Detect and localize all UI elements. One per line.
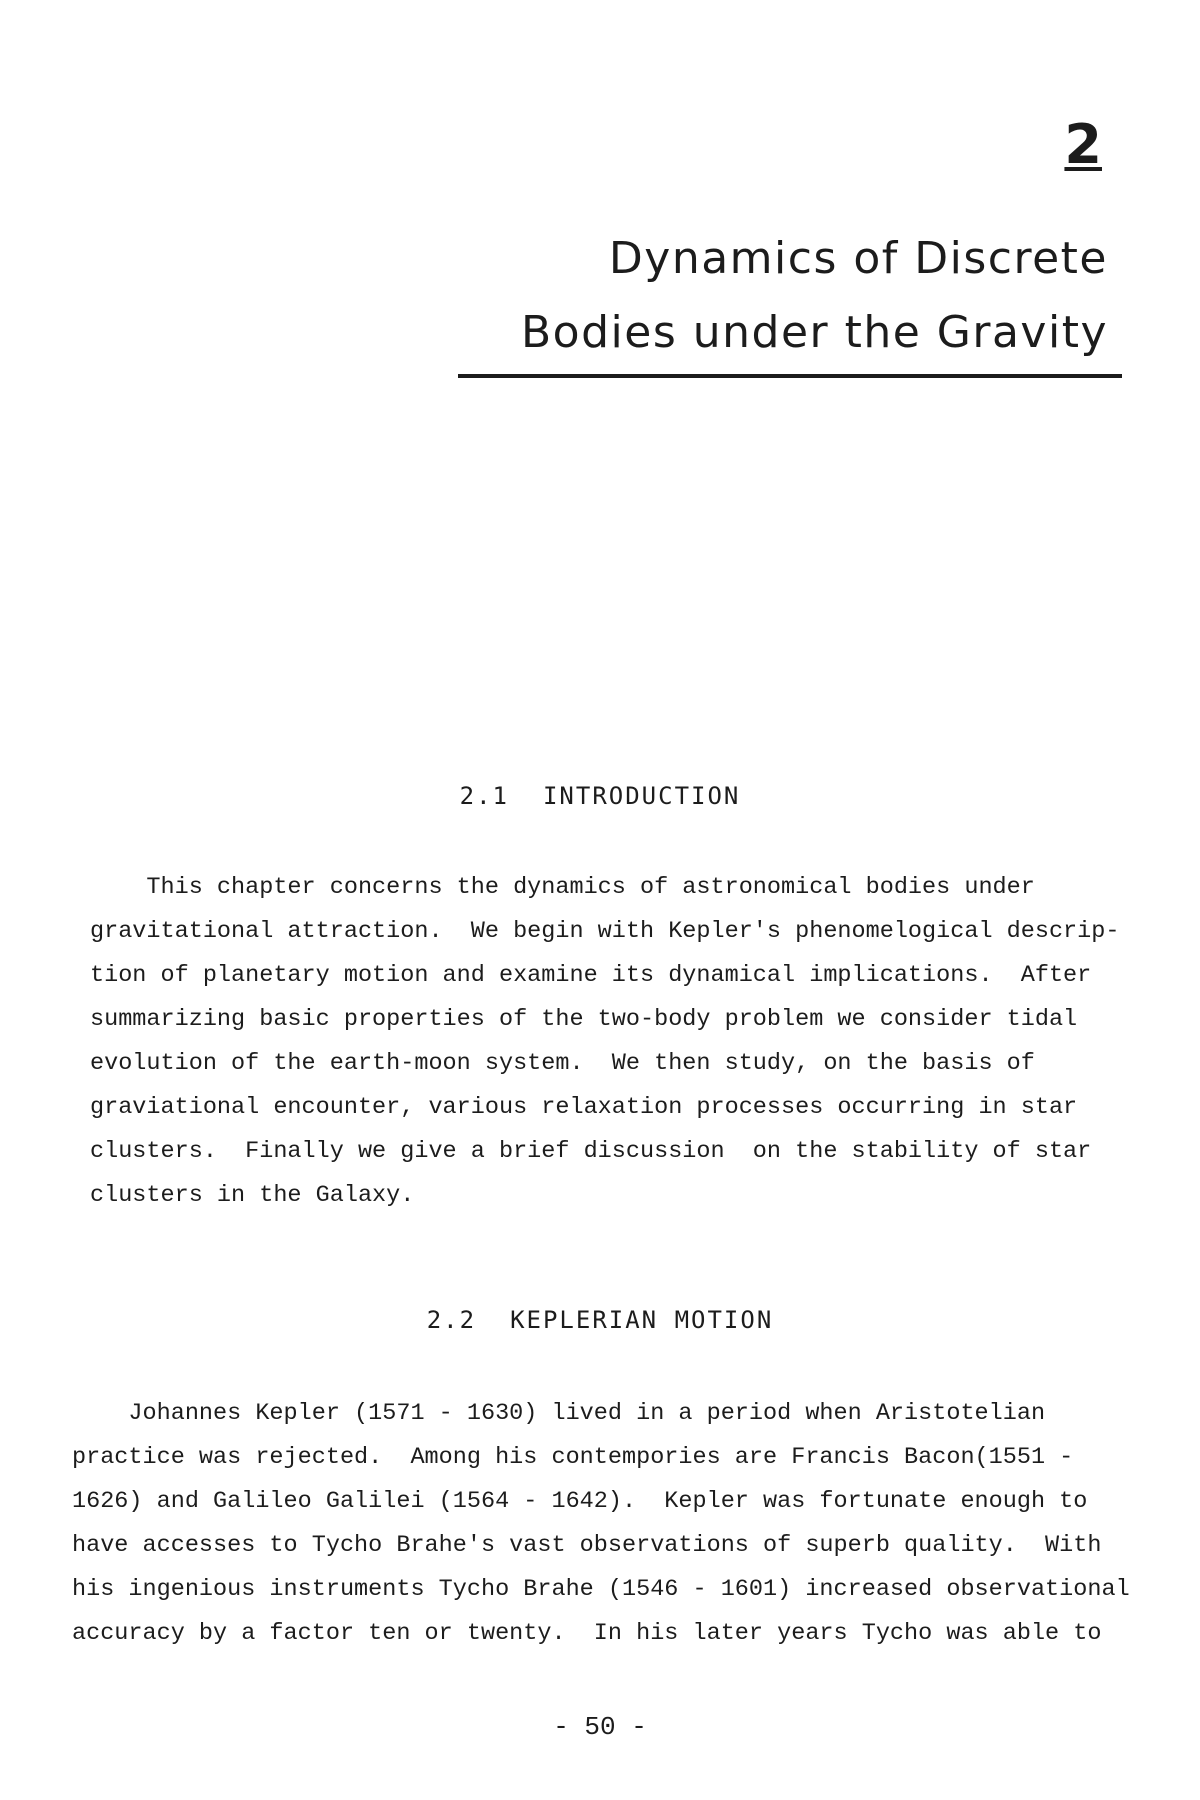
text-line: summarizing basic properties of the two-body problem we consider tidal	[90, 1006, 1078, 1033]
text-line: accuracy by a factor ten or twenty. In his later years Tycho was able to	[72, 1620, 1102, 1647]
text-line: evolution of the earth-moon system. We then study, on the basis of	[90, 1050, 1035, 1077]
text-line: practice was rejected. Among his contempories are Francis Bacon(1551 -	[72, 1444, 1074, 1471]
chapter-title	[408, 222, 1108, 370]
section-title: INTRODUCTION	[542, 782, 741, 810]
section-title: KEPLERIAN MOTION	[510, 1306, 774, 1334]
keplerian-motion-paragraph	[72, 1392, 1172, 1656]
text-line: clusters in the Galaxy.	[90, 1182, 415, 1209]
text-line: gravitational attraction. We begin with Kepler's phenomelogical descrip-	[90, 918, 1120, 945]
text-line: have accesses to Tycho Brahe's vast observations of superb quality. With	[72, 1532, 1102, 1559]
text-line: This chapter concerns the dynamics of astronomical bodies under	[90, 874, 1035, 901]
text-line: tion of planetary motion and examine its dynamical implications. After	[90, 962, 1092, 989]
section-heading-keplerian-motion	[0, 1306, 1200, 1334]
text-line: graviational encounter, various relaxation processes occurring in star	[90, 1094, 1078, 1121]
chapter-number: 2	[1064, 113, 1102, 176]
text-line: 1626) and Galileo Galilei (1564 - 1642). Kepler was fortunate enough to	[72, 1488, 1088, 1515]
text-line: Johannes Kepler (1571 - 1630) lived in a period when Aristotelian	[72, 1400, 1046, 1427]
section-heading-introduction	[0, 782, 1200, 810]
text-line: clusters. Finally we give a brief discussion on the stability of star	[90, 1138, 1092, 1165]
section-number: 2.1	[459, 782, 509, 810]
title-rule	[458, 374, 1122, 378]
text-line: his ingenious instruments Tycho Brahe (1546 - 1601) increased observational	[72, 1576, 1130, 1603]
chapter-title-line-1: Dynamics of Discrete	[608, 233, 1108, 284]
chapter-title-line-2: Bodies under the Gravity	[521, 307, 1108, 358]
section-number: 2.2	[426, 1306, 477, 1334]
page-number: - 50 -	[553, 1712, 647, 1742]
introduction-paragraph	[90, 866, 1150, 1218]
